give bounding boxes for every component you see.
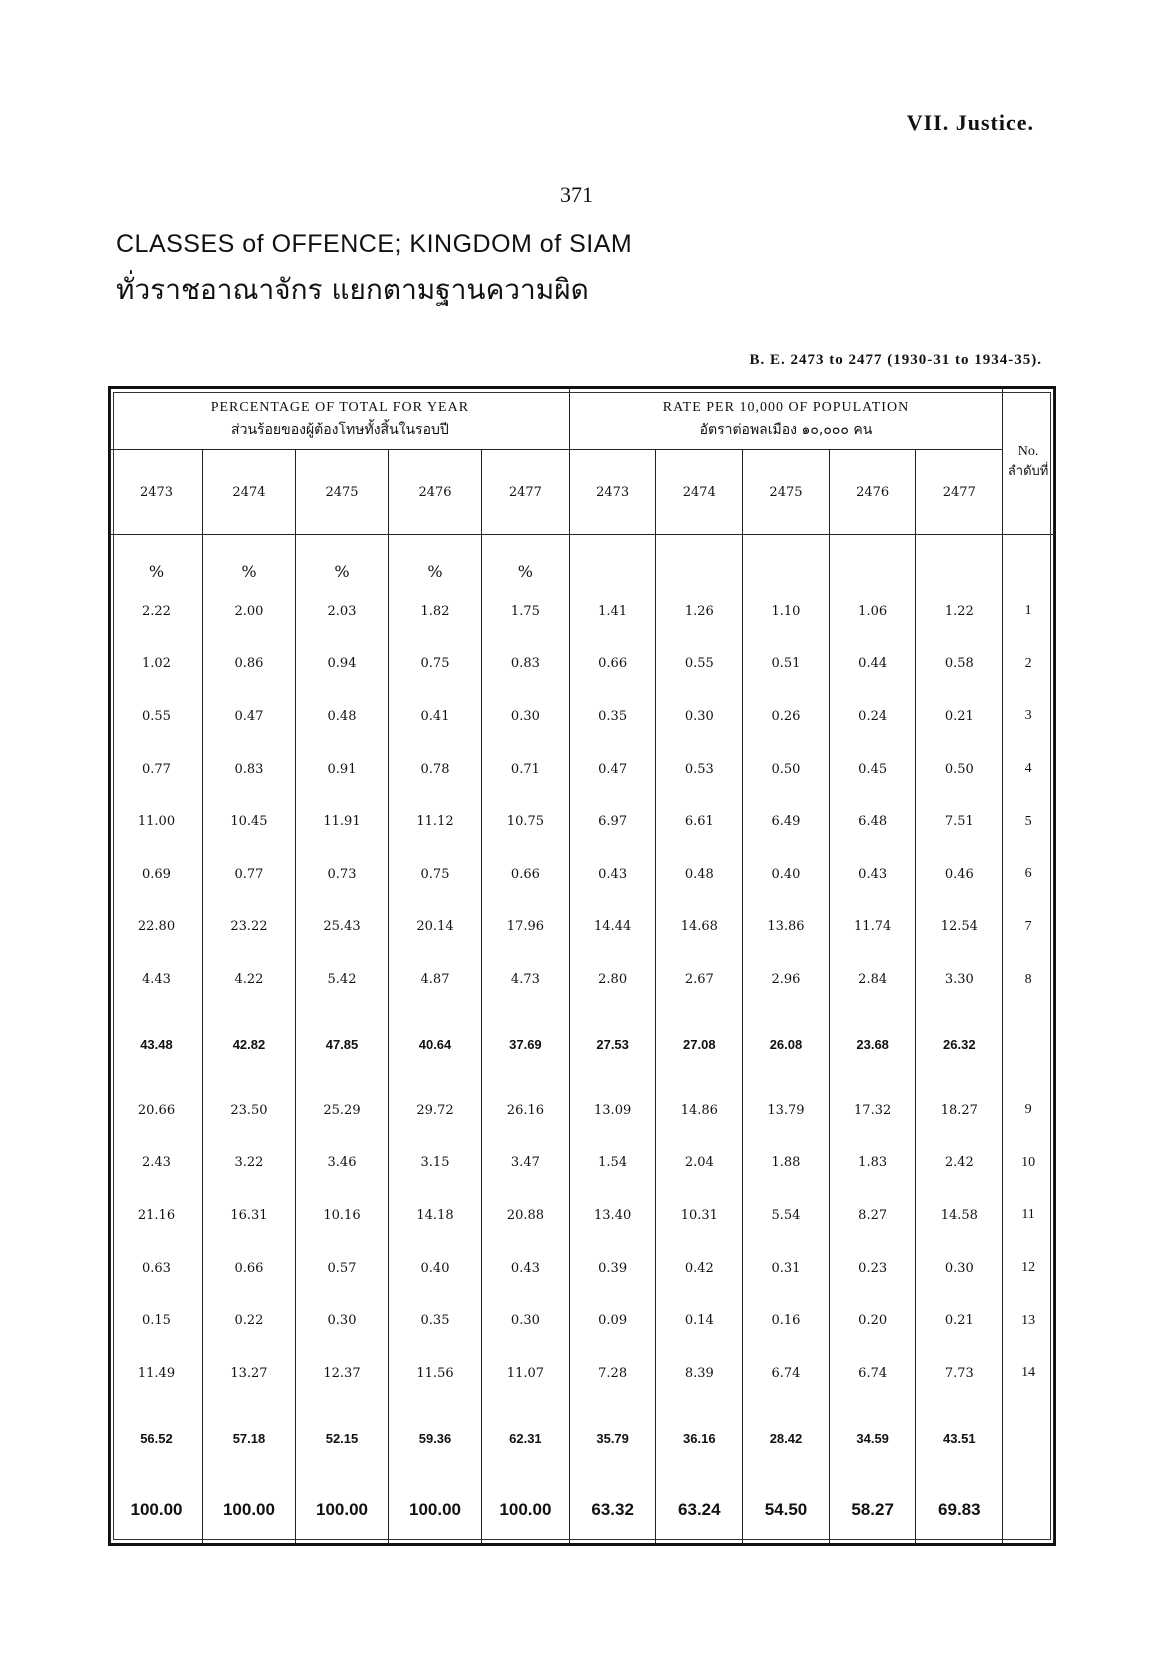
percentage-cell: 0.86 [202,638,295,691]
percentage-cell: 11.56 [389,1347,482,1400]
rate-cell: 8.27 [829,1189,916,1242]
rate-cell: 3.30 [916,953,1003,1006]
percentage-cell: 1.82 [389,585,482,638]
rate-cell: 26.08 [743,1006,830,1084]
percentage-cell: 100.00 [202,1478,295,1543]
rate-cell: 1.06 [829,585,916,638]
rate-cell: 18.27 [916,1084,1003,1137]
empty-cell [829,535,916,585]
percentage-cell: 100.00 [111,1478,203,1543]
rate-cell: 43.51 [916,1400,1003,1478]
table-row [111,1137,1054,1190]
rate-cell: 0.31 [743,1242,830,1295]
rate-cell: 1.26 [656,585,743,638]
group-header-rate [569,389,1002,450]
rate-cell: 1.41 [569,585,656,638]
percentage-cell: 0.48 [295,690,388,743]
group-header-rate-en: RATE PER 10,000 OF POPULATION [662,400,910,415]
row-number: 2 [1003,638,1054,691]
percentage-cell: 11.12 [389,795,482,848]
percentage-cell: 20.66 [111,1084,203,1137]
rate-cell: 0.20 [829,1294,916,1347]
year-header-rate: 2473 [569,450,656,535]
table-row [111,690,1054,743]
rate-cell: 28.42 [743,1400,830,1478]
rate-cell: 0.30 [656,690,743,743]
rate-cell: 6.61 [656,795,743,848]
rate-cell: 2.67 [656,953,743,1006]
percentage-cell: 20.88 [482,1189,570,1242]
percentage-cell: 100.00 [482,1478,570,1543]
rate-cell: 17.32 [829,1084,916,1137]
rate-cell: 2.84 [829,953,916,1006]
percentage-cell: 11.00 [111,795,203,848]
rate-cell: 27.08 [656,1006,743,1084]
rate-cell: 0.26 [743,690,830,743]
rate-cell: 6.74 [829,1347,916,1400]
row-number: 3 [1003,690,1054,743]
row-number: 11 [1003,1189,1054,1242]
percentage-cell: 62.31 [482,1400,570,1478]
rate-cell: 10.31 [656,1189,743,1242]
page-number: 371 [560,182,593,207]
percentage-cell: 2.00 [202,585,295,638]
table-row [111,953,1054,1006]
rate-cell: 26.32 [916,1006,1003,1084]
rate-cell: 0.66 [569,638,656,691]
year-header-rate: 2476 [829,450,916,535]
rate-cell: 14.86 [656,1084,743,1137]
total-row [111,1478,1054,1543]
rate-cell: 12.54 [916,901,1003,954]
percentage-cell: 29.72 [389,1084,482,1137]
year-header-rate: 2475 [743,450,830,535]
rate-cell: 36.16 [656,1400,743,1478]
percent-symbol-row [111,535,1054,585]
percentage-cell: 0.77 [202,848,295,901]
rate-cell: 14.68 [656,901,743,954]
year-header-rate: 2474 [656,450,743,535]
percentage-cell: 0.35 [389,1294,482,1347]
percent-symbol: % [111,535,203,585]
percentage-cell: 100.00 [389,1478,482,1543]
rate-cell: 58.27 [829,1478,916,1543]
percentage-cell: 56.52 [111,1400,203,1478]
percentage-cell: 0.75 [389,638,482,691]
rate-cell: 1.22 [916,585,1003,638]
rate-cell: 0.58 [916,638,1003,691]
percentage-cell: 10.16 [295,1189,388,1242]
rate-cell: 5.54 [743,1189,830,1242]
table-row [111,848,1054,901]
rate-cell: 0.44 [829,638,916,691]
percentage-cell: 12.37 [295,1347,388,1400]
rate-cell: 54.50 [743,1478,830,1543]
row-number: 1 [1003,585,1054,638]
subtotal-row [111,1400,1054,1478]
rate-cell: 0.43 [569,848,656,901]
percentage-cell: 3.46 [295,1137,388,1190]
rate-cell: 0.16 [743,1294,830,1347]
percentage-cell: 1.75 [482,585,570,638]
percentage-cell: 23.50 [202,1084,295,1137]
table-row [111,585,1054,638]
table-row [111,1084,1054,1137]
row-number: 4 [1003,743,1054,796]
percentage-cell: 4.87 [389,953,482,1006]
percentage-cell: 0.66 [202,1242,295,1295]
year-header-rate: 2477 [916,450,1003,535]
percentage-cell: 0.66 [482,848,570,901]
rate-cell: 13.09 [569,1084,656,1137]
rate-cell: 1.88 [743,1137,830,1190]
rate-cell: 13.40 [569,1189,656,1242]
rate-cell: 6.49 [743,795,830,848]
subtotal-row [111,1006,1054,1084]
row-number: 5 [1003,795,1054,848]
percent-symbol: % [389,535,482,585]
rate-cell: 8.39 [656,1347,743,1400]
row-number: 9 [1003,1084,1054,1137]
percentage-cell: 0.30 [482,690,570,743]
percentage-cell: 11.91 [295,795,388,848]
percentage-cell: 3.15 [389,1137,482,1190]
year-header-pct: 2477 [482,450,570,535]
percentage-cell: 0.71 [482,743,570,796]
percentage-cell: 0.78 [389,743,482,796]
empty-cell [1003,535,1054,585]
rate-cell: 0.23 [829,1242,916,1295]
rate-cell: 2.96 [743,953,830,1006]
row-number: 10 [1003,1137,1054,1190]
percentage-cell: 4.73 [482,953,570,1006]
percentage-cell: 40.64 [389,1006,482,1084]
rate-cell: 63.24 [656,1478,743,1543]
row-number: 7 [1003,901,1054,954]
row-number: 14 [1003,1347,1054,1400]
rate-cell: 0.24 [829,690,916,743]
group-header-percentage-en: PERCENTAGE OF TOTAL FOR YEAR [210,400,470,415]
table-row [111,901,1054,954]
year-header-pct: 2475 [295,450,388,535]
rate-cell: 0.51 [743,638,830,691]
percentage-cell: 1.02 [111,638,203,691]
title-english: CLASSES of OFFENCE; KINGDOM of SIAM [116,230,633,258]
rate-cell: 0.21 [916,1294,1003,1347]
table-row [111,795,1054,848]
percentage-cell: 2.22 [111,585,203,638]
rate-cell: 34.59 [829,1400,916,1478]
percentage-cell: 3.47 [482,1137,570,1190]
rate-cell: 14.58 [916,1189,1003,1242]
rate-cell: 2.42 [916,1137,1003,1190]
percentage-cell: 3.22 [202,1137,295,1190]
rate-cell: 13.79 [743,1084,830,1137]
period-label: B. E. 2473 to 2477 (1930-31 to 1934-35). [749,352,1042,368]
percentage-cell: 21.16 [111,1189,203,1242]
percentage-cell: 57.18 [202,1400,295,1478]
percent-symbol: % [295,535,388,585]
percentage-cell: 2.43 [111,1137,203,1190]
rate-cell: 35.79 [569,1400,656,1478]
percentage-cell: 52.15 [295,1400,388,1478]
rate-cell: 0.50 [743,743,830,796]
rate-cell: 63.32 [569,1478,656,1543]
percentage-cell: 0.83 [482,638,570,691]
empty-cell [1003,1006,1054,1084]
table-row [111,1242,1054,1295]
rate-cell: 0.46 [916,848,1003,901]
percentage-cell: 0.43 [482,1242,570,1295]
rate-cell: 0.09 [569,1294,656,1347]
rate-cell: 2.04 [656,1137,743,1190]
percentage-cell: 59.36 [389,1400,482,1478]
rate-cell: 0.48 [656,848,743,901]
rate-cell: 6.97 [569,795,656,848]
empty-cell [916,535,1003,585]
percentage-cell: 5.42 [295,953,388,1006]
number-header-en: No. [1017,443,1039,459]
rate-cell: 0.42 [656,1242,743,1295]
percentage-cell: 17.96 [482,901,570,954]
percentage-cell: 0.63 [111,1242,203,1295]
table-row [111,1347,1054,1400]
percentage-cell: 14.18 [389,1189,482,1242]
rate-cell: 69.83 [916,1478,1003,1543]
rate-cell: 0.47 [569,743,656,796]
rate-cell: 0.40 [743,848,830,901]
empty-cell [569,535,656,585]
data-table [110,389,1054,1543]
number-column-header [1003,389,1054,535]
percentage-cell: 11.49 [111,1347,203,1400]
rate-cell: 13.86 [743,901,830,954]
rate-cell: 0.30 [916,1242,1003,1295]
year-header-pct: 2476 [389,450,482,535]
rate-cell: 11.74 [829,901,916,954]
rate-cell: 1.10 [743,585,830,638]
rate-cell: 0.55 [656,638,743,691]
rate-cell: 0.21 [916,690,1003,743]
percentage-cell: 37.69 [482,1006,570,1084]
percentage-cell: 26.16 [482,1084,570,1137]
rate-cell: 0.39 [569,1242,656,1295]
title-thai: ทั่วราชอาณาจักร แยกตามฐานความผิด [116,273,589,306]
empty-cell [656,535,743,585]
rate-cell: 6.48 [829,795,916,848]
rate-cell: 0.53 [656,743,743,796]
group-header-percentage-th: ส่วนร้อยของผู้ต้องโทษทั้งสิ้นในรอบปี [231,422,449,438]
rate-cell: 2.80 [569,953,656,1006]
percentage-cell: 16.31 [202,1189,295,1242]
percentage-cell: 25.43 [295,901,388,954]
percentage-cell: 0.57 [295,1242,388,1295]
rate-cell: 7.51 [916,795,1003,848]
rate-cell: 6.74 [743,1347,830,1400]
percentage-cell: 4.22 [202,953,295,1006]
percentage-cell: 0.15 [111,1294,203,1347]
percentage-cell: 23.22 [202,901,295,954]
rate-cell: 0.50 [916,743,1003,796]
rate-cell: 27.53 [569,1006,656,1084]
percentage-cell: 0.41 [389,690,482,743]
percentage-cell: 0.69 [111,848,203,901]
percentage-cell: 0.83 [202,743,295,796]
percentage-cell: 0.77 [111,743,203,796]
percentage-cell: 43.48 [111,1006,203,1084]
row-number: 6 [1003,848,1054,901]
rate-cell: 0.35 [569,690,656,743]
table-row [111,1189,1054,1242]
percentage-cell: 13.27 [202,1347,295,1400]
percent-symbol: % [202,535,295,585]
table-row [111,1294,1054,1347]
percentage-cell: 42.82 [202,1006,295,1084]
percentage-cell: 22.80 [111,901,203,954]
percentage-cell: 20.14 [389,901,482,954]
empty-cell [1003,1478,1054,1543]
percentage-cell: 0.55 [111,690,203,743]
percentage-cell: 0.94 [295,638,388,691]
percentage-cell: 0.91 [295,743,388,796]
percentage-cell: 25.29 [295,1084,388,1137]
rate-cell: 0.43 [829,848,916,901]
group-header-percentage [111,389,570,450]
rate-cell: 7.28 [569,1347,656,1400]
percentage-cell: 10.45 [202,795,295,848]
year-header-pct: 2473 [111,450,203,535]
percentage-cell: 0.73 [295,848,388,901]
rate-cell: 7.73 [916,1347,1003,1400]
percentage-cell: 0.22 [202,1294,295,1347]
rate-cell: 1.83 [829,1137,916,1190]
percentage-cell: 2.03 [295,585,388,638]
percentage-cell: 47.85 [295,1006,388,1084]
table-row [111,638,1054,691]
percentage-cell: 10.75 [482,795,570,848]
rate-cell: 1.54 [569,1137,656,1190]
group-header-rate-th: อัตราต่อพลเมือง ๑๐,๐๐๐ คน [699,422,873,438]
empty-cell [743,535,830,585]
section-heading: VII. Justice. [906,110,1034,135]
offence-table [108,386,1056,1546]
rate-cell: 0.14 [656,1294,743,1347]
row-number: 8 [1003,953,1054,1006]
percentage-cell: 11.07 [482,1347,570,1400]
rate-cell: 23.68 [829,1006,916,1084]
percentage-cell: 0.40 [389,1242,482,1295]
percentage-cell: 4.43 [111,953,203,1006]
year-header-pct: 2474 [202,450,295,535]
percent-symbol: % [482,535,570,585]
percentage-cell: 100.00 [295,1478,388,1543]
rate-cell: 14.44 [569,901,656,954]
percentage-cell: 0.47 [202,690,295,743]
rate-cell: 0.45 [829,743,916,796]
number-header-th: ลำดับที่ [1007,463,1049,479]
row-number: 12 [1003,1242,1054,1295]
percentage-cell: 0.30 [482,1294,570,1347]
table-row [111,743,1054,796]
empty-cell [1003,1400,1054,1478]
percentage-cell: 0.75 [389,848,482,901]
row-number: 13 [1003,1294,1054,1347]
percentage-cell: 0.30 [295,1294,388,1347]
